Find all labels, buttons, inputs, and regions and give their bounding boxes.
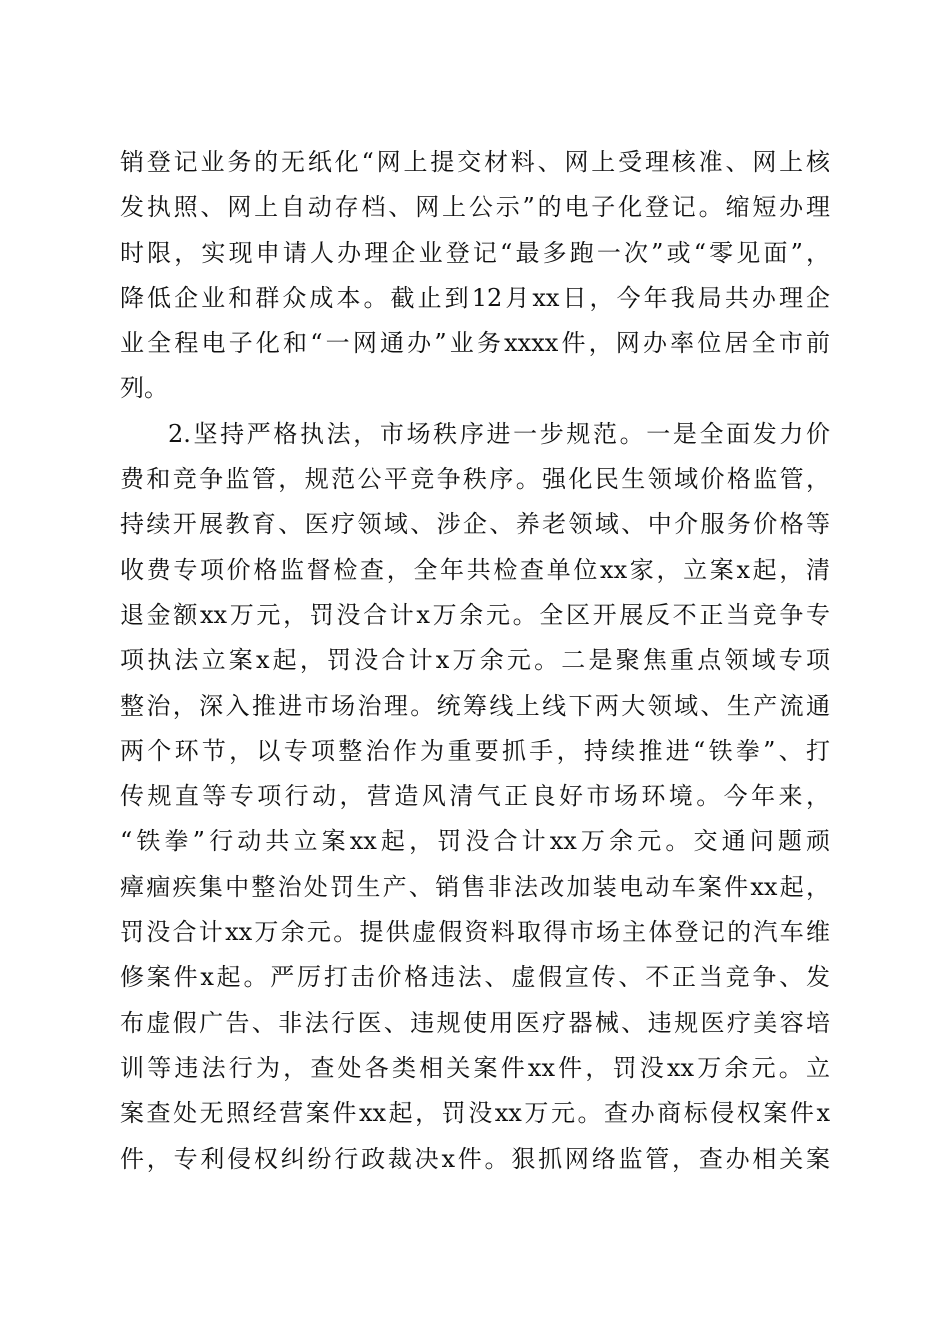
text-line: 训等违法行为，查处各类相关案件xx件，罚没xx万余元。立: [120, 1053, 830, 1082]
text-line: 整治，深入推进市场治理。统筹线上线下两大领域、生产流通: [120, 691, 830, 720]
text-line: 收费专项价格监督检查，全年共检查单位xx家，立案x起，清: [120, 555, 830, 584]
text-line: 退金额xx万元，罚没合计x万余元。全区开展反不正当竞争专: [120, 600, 830, 629]
text-line: 费和竞争监管，规范公平竞争秩序。强化民生领域价格监管，: [120, 465, 830, 494]
text-line: 时限，实现申请人办理企业登记“最多跑一次”或“零见面”，: [120, 238, 830, 267]
document-body: [120, 140, 830, 1182]
text-line: 瘴痼疾集中整治处罚生产、销售非法改加装电动车案件xx起，: [120, 872, 830, 901]
text-line: 项执法立案x起，罚没合计x万余元。二是聚焦重点领域专项: [120, 646, 830, 675]
text-line: 降低企业和群众成本。截止到12月xx日，今年我局共办理企: [120, 283, 830, 312]
paragraph-law-enforcement: [120, 412, 830, 1182]
text-line: 2.坚持严格执法，市场秩序进一步规范。一是全面发力价: [168, 419, 830, 448]
text-line: 布虚假广告、非法行医、违规使用医疗器械、违规医疗美容培: [120, 1008, 830, 1037]
text-line: 发执照、网上自动存档、网上公示”的电子化登记。缩短办理: [120, 193, 830, 222]
text-line: 案查处无照经营案件xx起，罚没xx万元。查办商标侵权案件x: [120, 1099, 830, 1128]
text-line: 修案件x起。严厉打击价格违法、虚假宣传、不正当竞争、发: [120, 963, 830, 992]
text-line: 销登记业务的无纸化“网上提交材料、网上受理核准、网上核: [120, 148, 830, 176]
text-line: 罚没合计xx万余元。提供虚假资料取得市场主体登记的汽车维: [120, 918, 830, 947]
paragraph-registration: [120, 140, 830, 412]
text-line: 件，专利侵权纠纷行政裁决x件。狠抓网络监管，查办相关案: [120, 1144, 830, 1173]
text-line: 两个环节，以专项整治作为重要抓手，持续推进“铁拳”、打: [120, 736, 830, 765]
text-line: 持续开展教育、医疗领域、涉企、养老领域、中介服务价格等: [120, 510, 830, 539]
text-line: 业全程电子化和“一网通办”业务xxxx件，网办率位居全市前: [120, 329, 830, 358]
text-line: “铁拳”行动共立案xx起，罚没合计xx万余元。交通问题顽: [120, 827, 830, 856]
text-line: 传规直等专项行动，营造风清气正良好市场环境。今年来，: [120, 782, 830, 811]
text-line: 列。: [120, 374, 168, 403]
